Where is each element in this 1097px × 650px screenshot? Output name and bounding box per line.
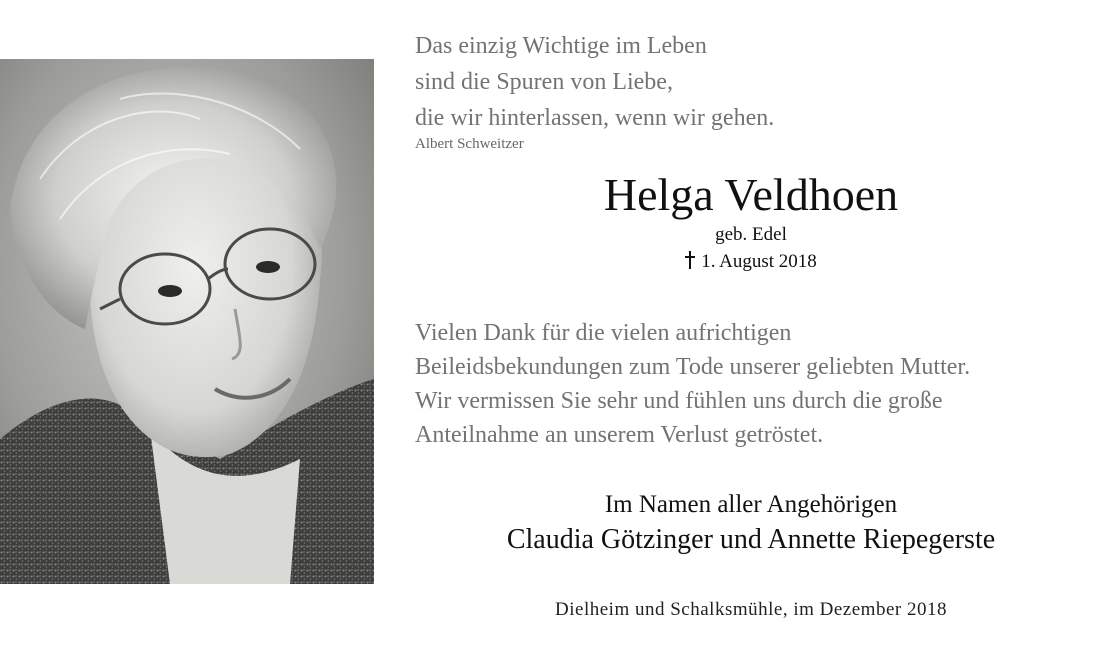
thanks-line: Anteilnahme an unserem Verlust getröstet.: [415, 422, 824, 448]
cross-icon: [685, 251, 695, 269]
deceased-name: Helga Veldhoen: [603, 169, 899, 220]
quote-author: Albert Schweitzer: [415, 136, 524, 152]
birth-name: geb. Edel: [715, 224, 787, 245]
portrait-photo: [0, 59, 374, 584]
thanks-line: Wir vermissen Sie sehr und fühlen uns durch die große: [415, 388, 943, 414]
signoff-intro: Im Namen aller Angehörigen: [604, 491, 898, 518]
death-date: 1. August 2018: [701, 251, 817, 272]
deceased-block: [415, 168, 1087, 276]
quote-line: die wir hinterlassen, wenn wir gehen.: [415, 105, 775, 131]
quote-line: Das einzig Wichtige im Leben: [415, 33, 707, 59]
signoff-names: Claudia Götzinger und Annette Riepegerste: [506, 524, 996, 555]
quote-line: sind die Spuren von Liebe,: [415, 69, 673, 95]
thanks-line: Vielen Dank für die vielen aufrichtigen: [415, 320, 792, 346]
signoff-block: [415, 488, 1087, 558]
quote-block: [415, 28, 1055, 153]
thanks-line: Beileidsbekundungen zum Tode unserer geliebten Mutter.: [415, 354, 971, 380]
death-date-line: [415, 248, 1087, 276]
thanks-text: [415, 316, 1075, 452]
place-date: Dielheim und Schalksmühle, im Dezember 2018: [555, 599, 947, 620]
